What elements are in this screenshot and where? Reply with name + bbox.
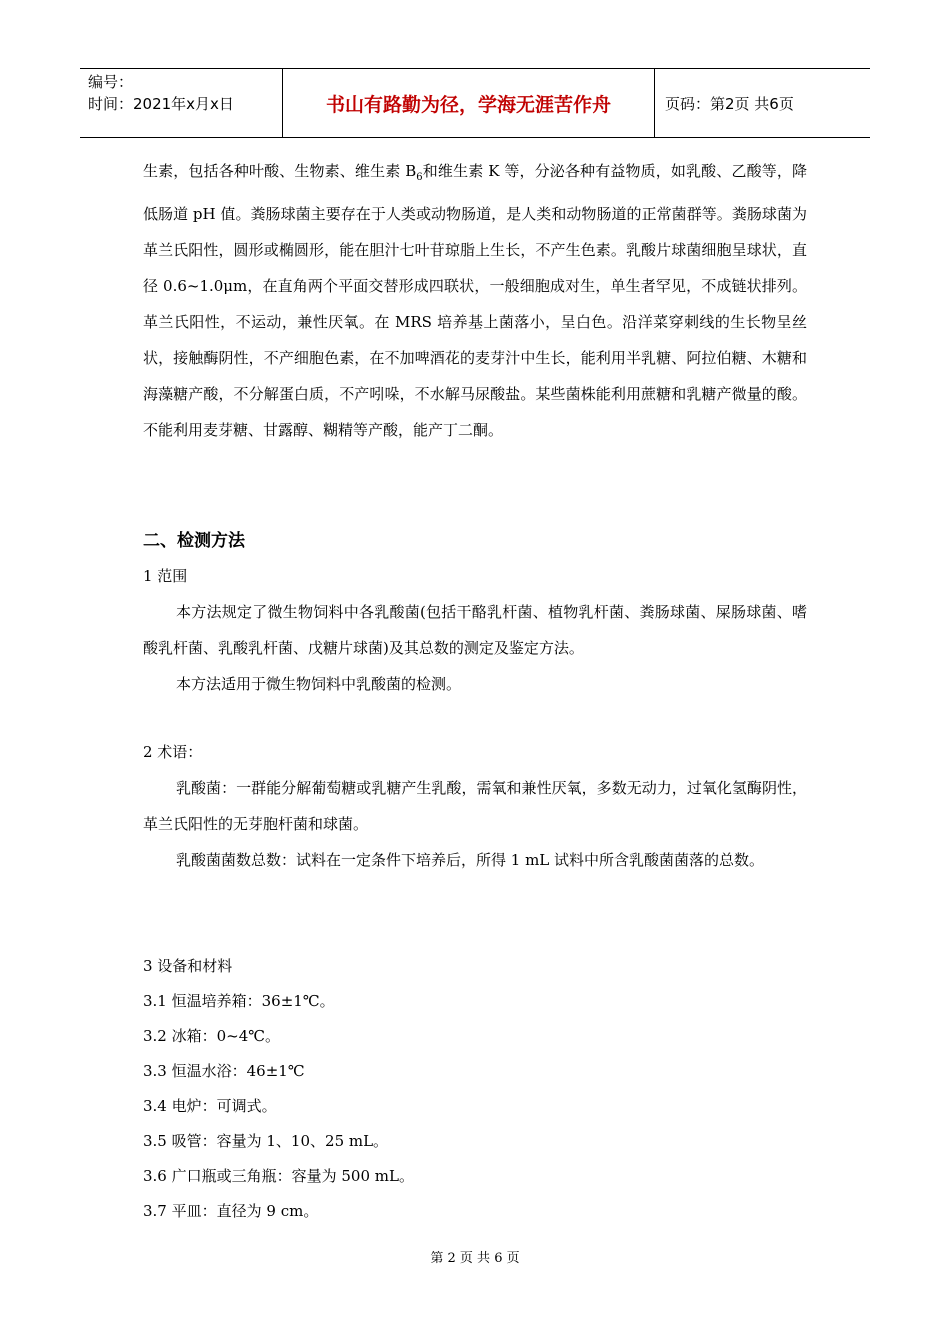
paragraph-continued <box>143 153 807 448</box>
time-label: 时间：2021年x月x日 <box>88 95 234 113</box>
equipment-item: 3.4 电炉：可调式。 <box>143 1097 277 1115</box>
section-title: 二、检测方法 <box>143 531 245 551</box>
terms-paragraph-1: 乳酸菌：一群能分解葡萄糖或乳糖产生乳酸，需氧和兼性厌氧，多数无动力，过氧化氢酶阴性，革兰氏阳性的无芽胞杆菌和球菌。 <box>143 779 807 833</box>
scope-title: 1 范围 <box>143 567 188 585</box>
paragraph-1: 生素，包括各种叶酸、生物素、维生素 $B_6$和维生素 K 等，分泌各种有益物质，如乳酸、乙酸等，降低肠道 pH 值。粪肠球菌主要存在于人类或动物肠道，是人类和动物肠道的正常菌群等。粪肠球菌为革兰氏阳性，圆形或椭圆形，能在胆汁七叶苷琼脂上生长，不产生色素。乳酸片球菌细胞呈球状，直径 0.6~1.0μm，在直角两个平面交替形成四联状，一般细胞成对生，单生者罕见，不成链状排列。革兰氏阳性，不运动，兼性厌氧。在 MRS 培养基上菌落小，呈白色。沿洋菜穿刺线的生长物呈丝状，接触酶阴性，不产细胞色素，在不加啤酒花的麦芽汁中生长，能利用半乳糖、阿拉伯糖、木糖和海藻糖产酸，不分解蛋白质，不产吲哚，不水解马尿酸盐。某些菌株能利用蔗糖和乳糖产微量的酸。不能利用麦芽糖、甘露醇、糊精等产酸，能产丁二酮。 <box>143 162 807 439</box>
terms-paragraph-2: 乳酸菌菌数总数：试料在一定条件下培养后，所得 1 mL 试料中所含乳酸菌菌落的总数。 <box>176 851 765 869</box>
header-left-cell <box>80 69 282 137</box>
header-motto: 书山有路勤为径，学海无涯苦作舟 <box>282 69 655 137</box>
header-table <box>80 68 870 138</box>
equipment-item: 3.3 恒温水浴：46±1℃ <box>143 1062 305 1080</box>
page-footer: 第 2 页 共 6 页 <box>430 1251 520 1266</box>
equipment-item: 3.7 平皿：直径为 9 cm。 <box>143 1202 319 1220</box>
terms-title: 2 术语： <box>143 743 203 761</box>
equipment-item: 3.1 恒温培养箱：36±1℃。 <box>143 992 335 1010</box>
equipment-section <box>143 949 807 1229</box>
terms-section <box>143 735 807 878</box>
section-2 <box>143 523 807 702</box>
number-label: 编号： <box>88 73 134 91</box>
equipment-item: 3.2 冰箱：0~4℃。 <box>143 1027 281 1045</box>
header-page-info: 页码：第2页 共6页 <box>665 94 794 113</box>
equipment-item: 3.5 吸管：容量为 1、10、25 mL。 <box>143 1132 389 1150</box>
scope-paragraph-1: 本方法规定了微生物饲料中各乳酸菌(包括干酪乳杆菌、植物乳杆菌、粪肠球菌、屎肠球菌、嗜酸乳杆菌、乳酸乳杆菌、戊糖片球菌)及其总数的测定及鉴定方法。 <box>143 603 807 657</box>
equipment-item: 3.6 广口瓶或三角瓶：容量为 500 mL。 <box>143 1167 414 1185</box>
scope-paragraph-2: 本方法适用于微生物饲料中乳酸菌的检测。 <box>176 675 462 693</box>
equipment-title: 3 设备和材料 <box>143 957 233 975</box>
